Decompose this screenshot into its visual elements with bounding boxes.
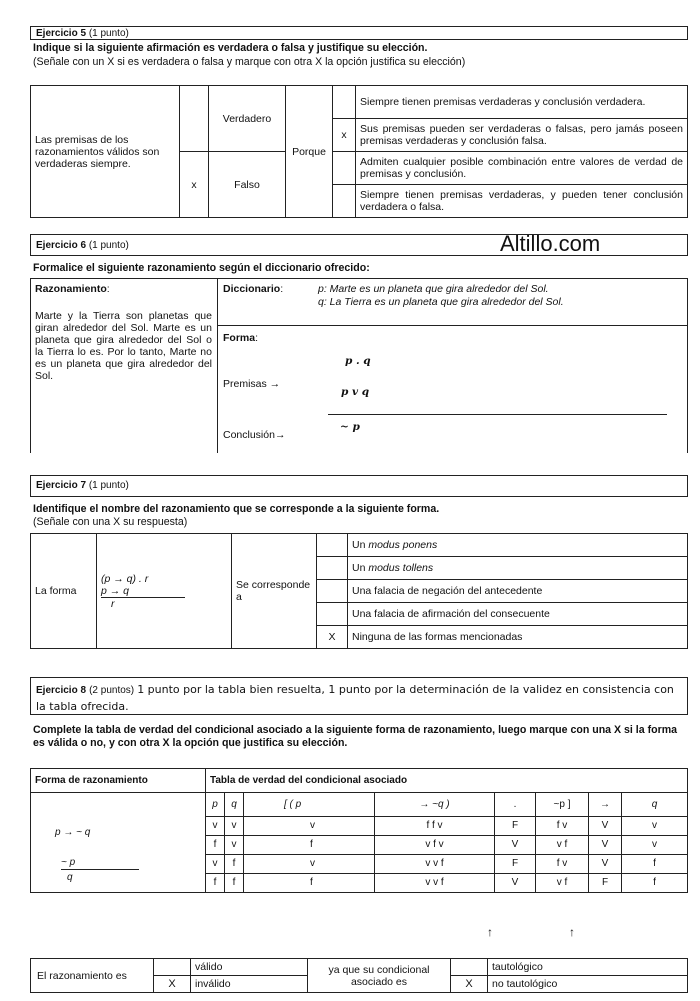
ex6-points: (1 punto) — [88, 240, 129, 251]
ex5-false-mark[interactable]: x — [180, 152, 209, 218]
ex8-because: ya que su condicional asociado es — [308, 959, 451, 993]
ex8-cell: v — [622, 817, 688, 836]
ex8-cell: V — [495, 836, 536, 855]
ex8-cell: F — [495, 855, 536, 874]
ex8-instruction: Complete la tabla de verdad del condicional asociado a la siguiente forma de razonamiento, luego marque con una X si la forma es válida o no, y con otra X la opción que justifica su elección. — [33, 724, 678, 749]
ex8-cell: F — [589, 874, 622, 893]
ex7-option-mark[interactable] — [317, 603, 348, 626]
ex7-option: Un modus ponens — [348, 534, 688, 557]
ex5-option-text: Admiten cualquier posible combinación entre valores de verdad de premisas y conclusión. — [356, 152, 688, 185]
ex5-note: (Señale con un X si es verdadera o falsa y marque con otra X la opción justifica su elección) — [33, 56, 466, 68]
ex8-cell: v — [622, 836, 688, 855]
ex6-dict-q: q: La Tierra es un planeta que gira alrededor del Sol. — [318, 296, 564, 308]
ex5-points: (1 punto) — [88, 28, 129, 39]
ex8-cell: f — [622, 874, 688, 893]
ex5-title: Ejercicio 5 — [36, 28, 87, 39]
ex5-true-mark[interactable] — [180, 86, 209, 152]
ex8-head: p — [206, 793, 225, 817]
ex7-option-mark[interactable] — [317, 534, 348, 557]
ex7-option: Un modus tollens — [348, 557, 688, 580]
ex8-cell: v v f — [375, 874, 495, 893]
ex8-arrow-2: ↑ — [569, 925, 575, 939]
ex8-nontaut-label: no tautológico — [488, 976, 688, 993]
ex8-cell: V — [589, 855, 622, 874]
ex6-conclusion: ~ p — [340, 421, 360, 433]
ex8-head: ~p ] — [536, 793, 589, 817]
ex5-option-text: Siempre tienen premisas verdaderas y conclusión verdadera. — [356, 86, 688, 119]
ex7-option: Una falacia de negación del antecedente — [348, 580, 688, 603]
ex8-cell: F — [495, 817, 536, 836]
ex5-header — [30, 26, 688, 40]
ex7-note: (Señale con una X su respuesta) — [33, 516, 188, 528]
ex6-premises-label: Premisas → — [223, 378, 281, 390]
ex7-form-line-2: p → q — [101, 585, 185, 598]
ex5-option-mark[interactable] — [333, 86, 356, 119]
ex7-option: Ninguna de las formas mencionadas — [348, 626, 688, 649]
ex8-cell: f — [206, 836, 225, 855]
ex5-statement: Las premisas de los razonamientos válidos son verdaderas siempre. — [31, 86, 180, 218]
ex8-taut-label: tautológico — [488, 959, 688, 976]
ex8-valid-mark[interactable] — [154, 959, 191, 976]
ex8-head: . — [495, 793, 536, 817]
ex8-cell: V — [589, 817, 622, 836]
ex6-conclusion-label: Conclusión→ — [223, 429, 286, 441]
ex8-head: q — [622, 793, 688, 817]
ex8-form — [31, 793, 206, 893]
ex7-option-mark[interactable] — [317, 557, 348, 580]
ex7-form-line-1: (p → q) . r — [101, 572, 149, 585]
ex8-cell: v v f — [375, 855, 495, 874]
ex8-cell: f — [225, 874, 244, 893]
ex8-col-table: Tabla de verdad del condicional asociado — [206, 769, 688, 793]
ex5-option-mark[interactable] — [333, 185, 356, 218]
ex8-result-label: El razonamiento es — [31, 959, 154, 993]
ex8-head: q — [225, 793, 244, 817]
ex7-corresponds: Se corresponde a — [232, 534, 317, 649]
ex8-cell: v f — [536, 874, 589, 893]
ex8-header — [30, 677, 688, 715]
ex7-option-mark[interactable] — [317, 580, 348, 603]
ex8-cell: f f v — [375, 817, 495, 836]
ex8-title: Ejercicio 8 — [36, 685, 87, 696]
ex8-arrow-1: ↑ — [487, 925, 493, 939]
ex8-form-premise-2: ~ p — [61, 857, 139, 870]
ex7-instruction: Identifique el nombre del razonamiento que se corresponde a la siguiente forma. — [33, 503, 440, 515]
ex8-cell: v — [244, 855, 375, 874]
ex8-cell: v — [206, 855, 225, 874]
ex6-form-label: Forma — [223, 332, 256, 344]
ex8-cell: f — [244, 874, 375, 893]
ex8-cell: f — [206, 874, 225, 893]
ex8-cell: V — [495, 874, 536, 893]
ex8-cell: f v — [536, 855, 589, 874]
ex8-col-form: Forma de razonamiento — [31, 769, 206, 793]
ex7-option: Una falacia de afirmación del consecuente — [348, 603, 688, 626]
ex8-cell: f — [622, 855, 688, 874]
ex6-dict-p: p: Marte es un planeta que gira alrededor del Sol. — [318, 283, 549, 295]
ex7-points: (1 punto) — [88, 480, 129, 491]
ex7-title: Ejercicio 7 — [36, 480, 87, 491]
ex8-cell: V — [589, 836, 622, 855]
ex8-points: (2 puntos) — [89, 685, 135, 696]
ex7-form-label: La forma — [31, 534, 97, 649]
ex8-header-rest: 1 punto por la tabla bien resuelta, 1 punto por la determinación de la validez en consistencia con la tabla ofrecida. — [36, 683, 674, 713]
ex8-form-premise-1: p → ~ q — [55, 827, 91, 838]
ex8-taut-mark[interactable] — [451, 959, 488, 976]
ex8-cell: f — [244, 836, 375, 855]
ex5-option-text: Siempre tienen premisas verdaderas, y pueden tener conclusión verdadera o falsa. — [356, 185, 688, 218]
ex5-table — [30, 85, 688, 218]
ex7-form-line-3: r — [111, 597, 115, 610]
ex8-cell: f v — [536, 817, 589, 836]
ex5-option-text: Sus premisas pueden ser verdaderas o falsas, pero jamás poseen premisas verdaderas y conclusión falsa. — [356, 119, 688, 152]
ex6-instruction: Formalice el siguiente razonamiento según el diccionario ofrecido: — [33, 262, 370, 274]
ex8-cell: v f — [536, 836, 589, 855]
ex5-because: Porque — [286, 86, 333, 218]
ex7-table — [30, 533, 688, 649]
ex6-dictionary-label: Diccionario — [223, 283, 281, 295]
ex5-option-mark[interactable]: x — [333, 119, 356, 152]
ex8-cell: v — [225, 817, 244, 836]
ex8-cell: v — [206, 817, 225, 836]
ex8-cell: v — [244, 817, 375, 836]
ex5-false-label: Falso — [209, 152, 286, 218]
ex7-option-mark[interactable]: X — [317, 626, 348, 649]
ex5-true-label: Verdadero — [209, 86, 286, 152]
ex8-invalid-mark[interactable]: X — [154, 976, 191, 993]
ex5-instruction: Indique si la siguiente afirmación es verdadera o falsa y justifique su elección. — [33, 42, 428, 54]
ex8-cell: f — [225, 855, 244, 874]
ex6-premise-2: p v q — [341, 386, 370, 398]
ex8-cell: v — [225, 836, 244, 855]
ex8-head: → — [589, 793, 622, 817]
ex8-valid-label: válido — [191, 959, 308, 976]
ex7-form — [97, 534, 232, 649]
ex8-head: → ~q ) — [375, 793, 495, 817]
ex7-header — [30, 475, 688, 497]
ex8-invalid-label: inválido — [191, 976, 308, 993]
ex6-title: Ejercicio 6 — [36, 240, 87, 251]
ex6-reasoning-text: Marte y la Tierra son planetas que giran alrededor del Sol. Marte es un planeta que gira alrededor del Sol o la Tierra lo es. Por lo tanto, Marte no es un planeta que gira alrededor del Sol. — [35, 310, 212, 382]
ex8-cell: v f v — [375, 836, 495, 855]
ex6-premise-1: p . q — [345, 355, 371, 367]
ex6-reasoning-label: Razonamiento — [35, 283, 107, 295]
ex6-conclusion-line — [328, 414, 667, 415]
ex8-truth-table — [30, 768, 688, 893]
ex8-head: [ ( p — [244, 793, 375, 817]
ex8-result-table — [30, 958, 688, 993]
ex8-form-conclusion: q — [67, 872, 73, 883]
ex5-option-mark[interactable] — [333, 152, 356, 185]
watermark: Altillo.com — [500, 231, 601, 256]
ex8-nontaut-mark[interactable]: X — [451, 976, 488, 993]
